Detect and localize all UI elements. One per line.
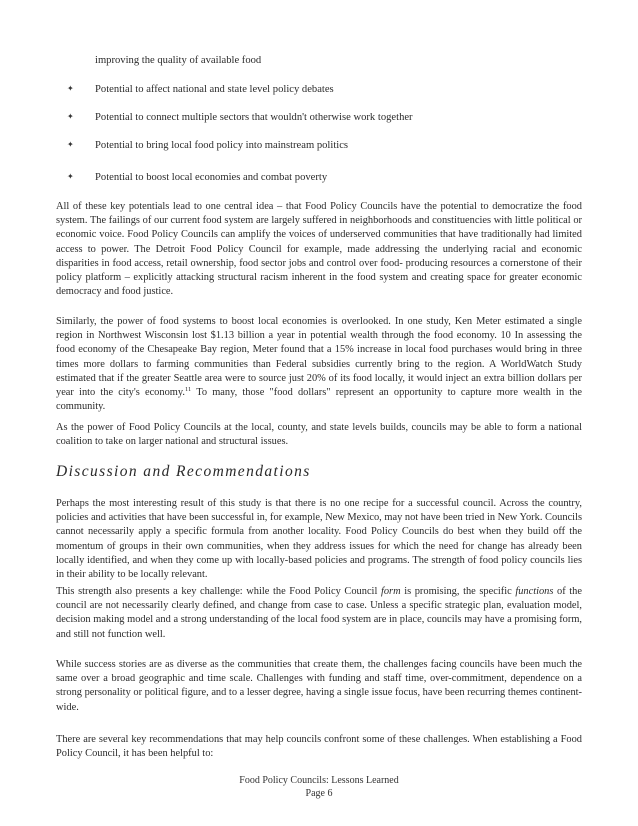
paragraph-key-challenge bbox=[56, 585, 582, 642]
bullet-marker-icon: ✦ bbox=[67, 112, 74, 121]
paragraph-text: of the council are not necessarily clearly defined, and change from case to case. Unless a specific strategic plan, evaluation model, decision making model and a strong understanding of the local food system are in place, councils may have a promising form, and still not function well. bbox=[56, 586, 582, 640]
paragraph-text: Similarly, the power of food systems to boost local economies is overlooked. In one study, Ken Meter estimated a single region in Northwest Wisconsin lost $1.13 billion a year in potential wealth through the food economy. 10 In assessing the food economy of the Chesapeake Bay region, Meter found that a 15% increase in local food purchases would bring in three times more dollars to farming communities than Federal subsidies currently bring to the region. A WorldWatch Study estimated that if the greater Seattle area were to source just 20% of its food locally, it would inject an extra billion dollars per year into the city's economy. bbox=[56, 316, 582, 399]
page-number: Page 6 bbox=[305, 788, 333, 799]
bullet-item bbox=[67, 110, 413, 125]
footer-title: Food Policy Councils: Lessons Learned bbox=[239, 775, 399, 786]
bullet-item bbox=[67, 138, 348, 153]
emphasis-functions: functions bbox=[515, 586, 554, 597]
paragraph-recommendations: There are several key recommendations that may help councils confront some of these challenges. When establishing a Food Policy Council, it has been helpful to: bbox=[56, 734, 582, 760]
bullet-text: Potential to bring local food policy into mainstream politics bbox=[95, 140, 349, 151]
paragraph-local-economies bbox=[56, 315, 582, 414]
footnote-marker: 11 bbox=[184, 386, 192, 394]
bullet-marker-icon: ✦ bbox=[67, 84, 74, 93]
bullet-marker-icon: ✦ bbox=[67, 172, 74, 181]
bullet-text: Potential to affect national and state level policy debates bbox=[95, 84, 334, 95]
bullet-item bbox=[67, 82, 334, 97]
paragraph-challenges: While success stories are as diverse as the communities that create them, the challenges facing councils have been much the same over a broad geographic and time scale. Challenges with funding and staff time, over-commitment, dependence on a strong personality or political figure, and to a lesser degree, having a single issue focus, have been recurring themes continent-wide. bbox=[56, 659, 582, 713]
bullet-marker-icon: ✦ bbox=[67, 140, 74, 149]
footer bbox=[0, 774, 638, 800]
bullet-text: Potential to connect multiple sectors that wouldn't otherwise work together bbox=[95, 112, 413, 123]
emphasis-form: form bbox=[380, 586, 401, 597]
bullet-text: Potential to boost local economies and combat poverty bbox=[95, 172, 328, 183]
paragraph-text-tail: To many, those "food dollars" represent an opportunity to capture more wealth in the community. bbox=[56, 387, 582, 413]
bullet-item bbox=[67, 170, 327, 185]
paragraph-food-democracy: All of these key potentials lead to one central idea – that Food Policy Councils have the potential to democratize the food system. The failings of our current food system are largely suffered in neighborhoods and constituencies with little political or economic voice. Food Policy Councils can amplify the voices of underserved communities that have traditionally had limited access to power. The Detroit Food Policy Council for example, made addressing the underlying racial and economic disparities in food access, retail ownership, food sector jobs and control over food- producing resources a cornerstone of their policy platform – explicitly attacking structural racism inherent in the food system and creating space for greater economic democracy and food justice. bbox=[56, 201, 582, 298]
bullet-continuation-line: improving the quality of available food bbox=[95, 55, 262, 66]
paragraph-no-recipe: Perhaps the most interesting result of this study is that there is no one recipe for a successful council. Across the country, policies and activities that have been successful in, for example, New Mexico, may not have been tried in New York. Councils cannot necessarily apply a specific formula from another locality. Food Policy Councils do best when they build off the momentum of groups in their own communities, when they address issues for which the need for change has already been locally identified, and when they come up with locally-based policies and programs. The strength of food policy councils lies in their ability to be locally relevant. bbox=[56, 498, 582, 581]
paragraph-national-coalition: As the power of Food Policy Councils at the local, county, and state levels builds, councils may be able to form a national coalition to take on larger national and structural issues. bbox=[56, 422, 582, 448]
paragraph-text: is promising, the specific bbox=[400, 586, 516, 597]
section-heading: Discussion and Recommendations bbox=[56, 463, 311, 480]
paragraph-text: This strength also presents a key challenge: while the Food Policy Council bbox=[56, 586, 381, 597]
